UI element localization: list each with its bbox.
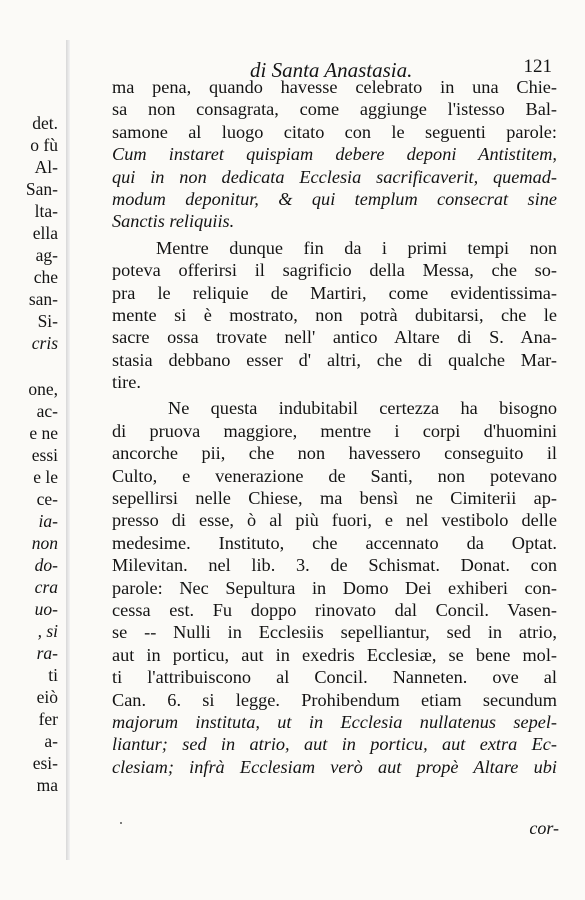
fragment-line: ag- bbox=[35, 245, 58, 265]
text-line: modum deponitur, & qui templum consecrat sine bbox=[112, 188, 557, 209]
text-line: samone al luogo citato con le seguenti parole: bbox=[112, 121, 557, 142]
text-line: sa non consagrata, come aggiunge l'istesso Bal- bbox=[112, 99, 557, 120]
text-line: poteva offerirsi il sagrificio della Messa, che so- bbox=[112, 260, 557, 281]
fragment-line: ra- bbox=[36, 643, 58, 663]
page-gutter bbox=[66, 40, 70, 860]
text-line: pra le reliquie de Martiri, come evidentissima- bbox=[112, 282, 557, 303]
text-line: clesiam; infrà Ecclesiam verò aut propè Altare ubi bbox=[112, 756, 557, 777]
fragment-line: che bbox=[33, 267, 58, 287]
fragment-line: san- bbox=[28, 289, 58, 309]
text-line: di pruova maggiore, mentre i corpi d'huomini bbox=[112, 420, 557, 441]
page-number: 121 bbox=[523, 56, 552, 77]
fragment-gap bbox=[0, 354, 60, 378]
fragment-line: San- bbox=[25, 179, 58, 199]
text-line: cessa est. Fu doppo rinovato dal Concil. Vasen- bbox=[112, 599, 557, 620]
text-line: Cum instaret quispiam debere deponi Antistitem, bbox=[112, 144, 557, 165]
fragment-line: cra bbox=[34, 577, 58, 597]
fragment-line: esi- bbox=[32, 753, 58, 773]
fragment-line: lta- bbox=[34, 201, 58, 221]
text-line: liantur; sed in atrio, aut in porticu, aut extra Ec- bbox=[112, 734, 557, 755]
fragment-line: uo- bbox=[34, 599, 58, 619]
text-line: ti l'attribuiscono al Concil. Nanneten. ove al bbox=[112, 667, 557, 688]
facing-page-fragment bbox=[0, 112, 60, 796]
fragment-line: ce- bbox=[36, 489, 58, 509]
fragment-line: cris bbox=[31, 333, 58, 353]
text-line: se -- Nulli in Ecclesiis sepelliantur, sed in atrio, bbox=[112, 622, 557, 643]
text-line: majorum instituta, ut in Ecclesia nullatenus sepel- bbox=[112, 711, 557, 732]
fragment-line: e le bbox=[33, 467, 58, 487]
fragment-line: , si bbox=[37, 621, 58, 641]
fragment-line: a- bbox=[44, 731, 58, 751]
catchword: cor- bbox=[529, 818, 559, 838]
fragment-line: o fù bbox=[30, 135, 58, 155]
text-line: Ne questa indubitabil certezza ha bisogno bbox=[168, 398, 557, 419]
text-line: qui in non dedicata Ecclesia sacrificaverit, quemad- bbox=[112, 166, 557, 187]
fragment-line: essi bbox=[31, 445, 58, 465]
text-line: sepellirsi nelle Chiese, ma bensì ne Cimiterii ap- bbox=[112, 488, 557, 509]
fragment-line: det. bbox=[32, 113, 58, 133]
text-line: parole: Nec Sepultura in Domo Dei exhiberi con- bbox=[112, 577, 557, 598]
fragment-line: fer bbox=[38, 709, 58, 729]
fragment-line: ia- bbox=[38, 511, 58, 531]
text-line: tire. bbox=[112, 372, 141, 393]
fragment-line: eiò bbox=[36, 687, 58, 707]
ink-speck bbox=[120, 822, 122, 824]
text-line: Culto, e venerazione de Santi, non potevano bbox=[112, 465, 557, 486]
body-text bbox=[112, 76, 557, 778]
text-line: Can. 6. si legge. Prohibendum etiam secundum bbox=[112, 689, 557, 710]
text-line: ma pena, quando havesse celebrato in una Chie- bbox=[112, 77, 557, 97]
fragment-line: one, bbox=[28, 379, 58, 399]
text-line: stasia debbano esser d' altri, che di qualche Mar- bbox=[112, 349, 557, 370]
text-line: ancorche pii, che non havessero conseguito il bbox=[112, 443, 557, 464]
fragment-line: ti bbox=[48, 665, 58, 685]
text-line: medesime. Instituto, che accennato da Optat. bbox=[112, 532, 557, 553]
text-line: presso di esse, ò al più fuori, e nel vestibolo delle bbox=[112, 510, 557, 531]
fragment-line: Si- bbox=[37, 311, 58, 331]
fragment-line: do- bbox=[34, 555, 58, 575]
text-line: sacre ossa trovate nell' antico Altare di S. Ana- bbox=[112, 327, 557, 348]
fragment-line: ac- bbox=[36, 401, 58, 421]
text-line: Milevitan. nel lib. 3. de Schismat. Donat. con bbox=[112, 555, 557, 576]
text-line: Mentre dunque fin da i primi tempi non bbox=[156, 237, 557, 258]
fragment-line: non bbox=[31, 533, 58, 553]
text-line: aut in porticu, aut in exedris Ecclesiæ, se bene mol- bbox=[112, 644, 557, 665]
fragment-line: ma bbox=[36, 775, 58, 795]
fragment-line: ella bbox=[32, 223, 58, 243]
fragment-line: e ne bbox=[29, 423, 58, 443]
text-line: Sanctis reliquiis. bbox=[112, 211, 235, 232]
running-title: di Santa Anastasia. bbox=[250, 58, 413, 82]
text-line: mente si è mostrato, non potrà dubitarsi, che le bbox=[112, 304, 557, 325]
fragment-line: Al- bbox=[34, 157, 58, 177]
